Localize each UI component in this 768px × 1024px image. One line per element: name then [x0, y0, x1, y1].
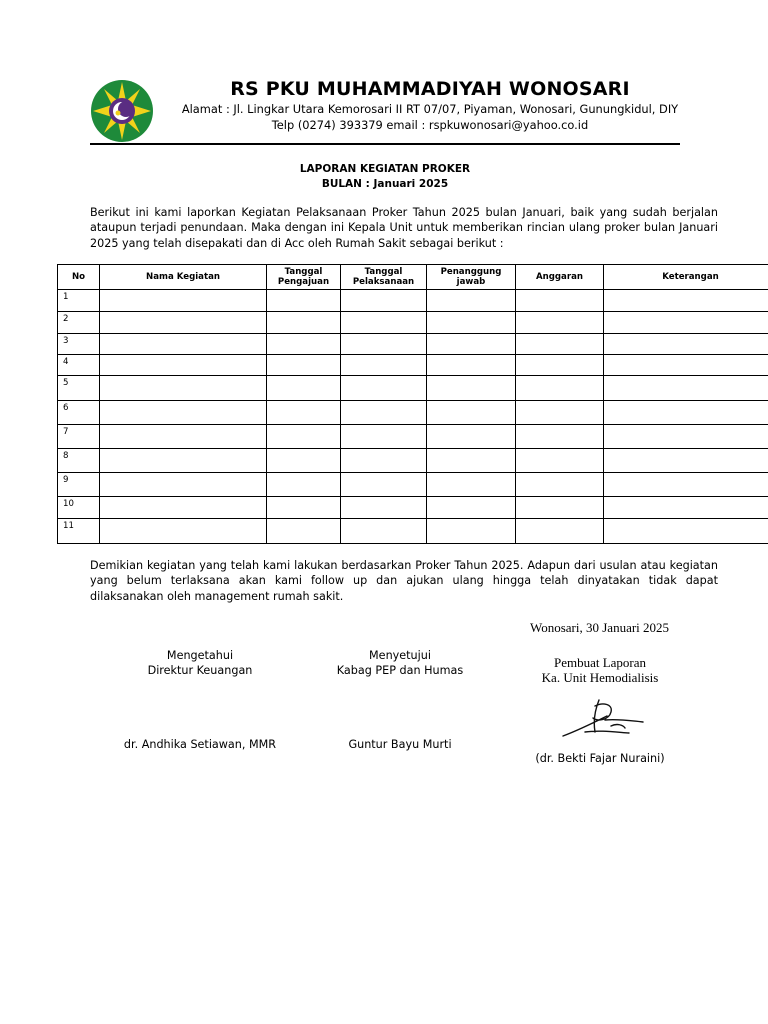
table-cell: [267, 519, 341, 544]
signer3-name: (dr. Bekti Fajar Nuraini): [535, 752, 665, 765]
table-cell: [604, 312, 768, 334]
table-header-row: [58, 265, 768, 290]
report-title: LAPORAN KEGIATAN PROKER: [299, 163, 471, 175]
organization-address: Alamat : Jl. Lingkar Utara Kemorosari II RT 07/07, Piyaman, Wonosari, Gunungkidul, DIY: [181, 102, 679, 116]
table-cell: [427, 290, 516, 312]
signer1-position: Direktur Keuangan: [147, 664, 253, 677]
table-cell: [267, 449, 341, 473]
table-cell: [341, 497, 427, 519]
table-cell: [100, 425, 267, 449]
table-cell: [100, 376, 267, 401]
table-row: [58, 497, 768, 519]
table-cell: [427, 425, 516, 449]
table-cell: [100, 290, 267, 312]
table-row: [58, 334, 768, 355]
row-number: 11: [58, 519, 100, 544]
organization-contact: Telp (0274) 393379 email : rspkuwonosari@yahoo.co.id: [271, 118, 589, 132]
table-row: [58, 355, 768, 376]
table-cell: [341, 312, 427, 334]
signature-icon: [555, 692, 655, 744]
row-number: 3: [58, 334, 100, 355]
header-text: Pelaksanaan: [352, 277, 415, 287]
table-cell: [100, 449, 267, 473]
header-nama-kegiatan: Nama Kegiatan: [100, 265, 267, 290]
organization-name: RS PKU MUHAMMADIYAH WONOSARI: [230, 78, 630, 100]
header-penanggung-jawab: [427, 265, 516, 290]
table-cell: [427, 497, 516, 519]
table-cell: [604, 497, 768, 519]
row-number: 8: [58, 449, 100, 473]
table-cell: [427, 355, 516, 376]
table-cell: [341, 425, 427, 449]
activity-table: [57, 264, 768, 544]
row-number: 2: [58, 312, 100, 334]
table-cell: [427, 473, 516, 497]
table-cell: [516, 290, 604, 312]
header-text: Penanggung: [440, 267, 502, 277]
table-cell: [100, 473, 267, 497]
table-cell: [267, 334, 341, 355]
report-month: BULAN : Januari 2025: [321, 178, 449, 190]
table-cell: [516, 449, 604, 473]
table-cell: [604, 290, 768, 312]
letterhead-divider: [90, 143, 680, 145]
table-cell: [604, 449, 768, 473]
table-cell: [100, 497, 267, 519]
table-row: [58, 473, 768, 497]
table-cell: [427, 312, 516, 334]
table-cell: [267, 290, 341, 312]
table-cell: [341, 473, 427, 497]
table-cell: [341, 449, 427, 473]
row-number: 9: [58, 473, 100, 497]
table-cell: [516, 473, 604, 497]
table-cell: [427, 401, 516, 425]
table-cell: [427, 519, 516, 544]
row-number: 4: [58, 355, 100, 376]
intro-paragraph: Berikut ini kami laporkan Kegiatan Pelaksanaan Proker Tahun 2025 bulan Januari, baik yang sudah berjalan ataupun terjadi penundaan. Maka dengan ini Kepala Unit untuk memberikan rincian ulang proker bulan Januari 2025 yang telah disepakati dan di Acc oleh Rumah Sakit sebagai berikut :: [90, 206, 718, 250]
header-anggaran: Anggaran: [516, 265, 604, 290]
table-cell: [604, 425, 768, 449]
table-cell: [267, 376, 341, 401]
table-cell: [604, 401, 768, 425]
table-cell: [516, 497, 604, 519]
table-cell: [267, 497, 341, 519]
table-cell: [100, 355, 267, 376]
table-row: [58, 290, 768, 312]
table-cell: [341, 334, 427, 355]
table-cell: [427, 449, 516, 473]
signer3-role: Pembuat Laporan: [553, 655, 647, 670]
table-cell: [341, 376, 427, 401]
table-cell: [516, 519, 604, 544]
row-number: 10: [58, 497, 100, 519]
table-cell: [267, 312, 341, 334]
table-cell: [516, 425, 604, 449]
table-cell: [427, 376, 516, 401]
table-cell: [100, 312, 267, 334]
table-cell: [604, 334, 768, 355]
signer2-position: Kabag PEP dan Humas: [336, 664, 464, 677]
table-cell: [516, 334, 604, 355]
table-cell: [516, 312, 604, 334]
table-cell: [341, 290, 427, 312]
row-number: 1: [58, 290, 100, 312]
table-row: [58, 449, 768, 473]
header-text: jawab: [456, 277, 486, 287]
table-cell: [604, 355, 768, 376]
row-number: 7: [58, 425, 100, 449]
header-keterangan: Keterangan: [604, 265, 768, 290]
table-cell: [516, 376, 604, 401]
table-cell: [604, 376, 768, 401]
table-cell: [516, 401, 604, 425]
signer2-name: Guntur Bayu Murti: [348, 738, 452, 751]
table-row: [58, 425, 768, 449]
table-cell: [267, 473, 341, 497]
header-text: Pengajuan: [277, 277, 330, 287]
header-text: Tanggal: [284, 267, 323, 277]
table-row: [58, 519, 768, 544]
signer3-position: Ka. Unit Hemodialisis: [541, 670, 659, 685]
header-tanggal-pelaksanaan: [341, 265, 427, 290]
signer1-name: dr. Andhika Setiawan, MMR: [123, 738, 277, 751]
table-cell: [267, 401, 341, 425]
closing-paragraph: Demikian kegiatan yang telah kami lakukan berdasarkan Proker Tahun 2025. Adapun dari usulan atau kegiatan yang belum terlaksana akan kami follow up dan ajukan ulang hingga telah dinyatakan tidak dapat dilaksanakan oleh management rumah sakit.: [90, 559, 718, 603]
row-number: 6: [58, 401, 100, 425]
table-cell: [100, 401, 267, 425]
signer1-role: Mengetahui: [166, 649, 234, 662]
table-cell: [341, 401, 427, 425]
table-cell: [341, 519, 427, 544]
table-cell: [604, 473, 768, 497]
table-cell: [341, 355, 427, 376]
hospital-logo-icon: [90, 79, 154, 143]
table-cell: [267, 355, 341, 376]
row-number: 5: [58, 376, 100, 401]
table-cell: [516, 355, 604, 376]
table-row: [58, 312, 768, 334]
header-text: Tanggal: [364, 267, 403, 277]
table-cell: [267, 425, 341, 449]
table-row: [58, 376, 768, 401]
table-cell: [427, 334, 516, 355]
table-row: [58, 401, 768, 425]
signing-date: Wonosari, 30 Januari 2025: [530, 620, 670, 635]
table-cell: [604, 519, 768, 544]
signer2-role: Menyetujui: [369, 649, 431, 662]
table-cell: [100, 334, 267, 355]
header-no: No: [58, 265, 100, 290]
header-tanggal-pengajuan: [267, 265, 341, 290]
table-cell: [100, 519, 267, 544]
